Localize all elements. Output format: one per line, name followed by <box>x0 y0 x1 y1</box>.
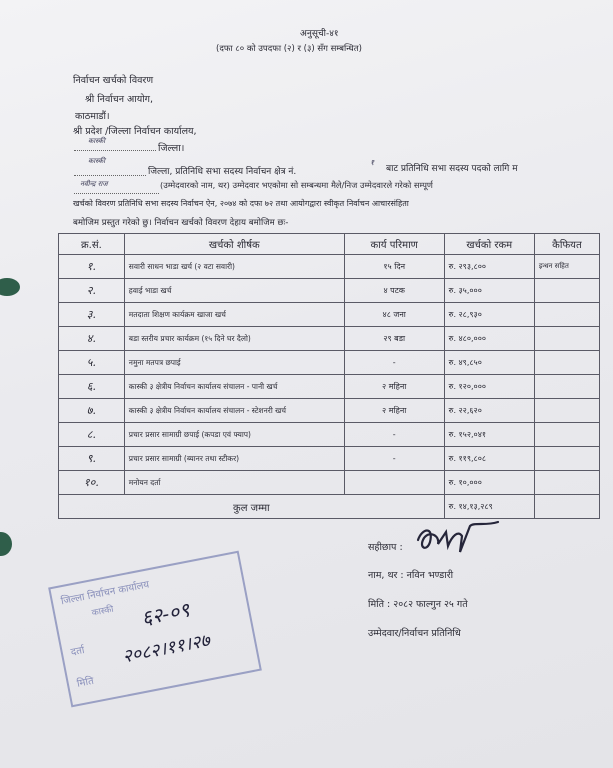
table-row <box>59 471 600 495</box>
district-suffix: जिल्ला। <box>158 143 185 154</box>
row-remarks <box>534 399 599 423</box>
body-line-4: बमोजिम प्रस्तुत गरेको छु। निर्वाचन खर्चको विवरण देहाय बमोजिम छः- <box>73 218 289 228</box>
row-amount: रु. २२,६२० <box>444 399 534 423</box>
row-title: प्रचार प्रसार सामाग्री (ब्यानर तथा स्टीकर) <box>124 447 344 471</box>
body-line-2: (उम्मेदवारको नाम, थर) उम्मेदवार भएकोमा सो सम्बन्धमा मैले/निज उम्मेदवारले गरेको सम्पूर्ण <box>160 180 433 190</box>
row-amount: रु. ४८०,००० <box>444 327 534 351</box>
table-row <box>59 399 600 423</box>
row-title: नमुना मतपत्र छपाई <box>124 351 344 375</box>
row-title: प्रचार प्रसार सामाग्री छपाई (कपडा एवं फ्याप) <box>124 423 344 447</box>
row-quantity: - <box>344 423 444 447</box>
row-serial: १०. <box>59 471 125 495</box>
expense-table <box>58 233 600 519</box>
row-quantity: २९ बडा <box>344 327 444 351</box>
district-fill-value: कास्की <box>88 137 106 145</box>
row-serial: १. <box>59 255 125 279</box>
row-title: बडा स्तरीय प्रचार कार्यक्रम (१५ दिने घर दैलो) <box>124 327 344 351</box>
row-remarks <box>534 423 599 447</box>
row-remarks <box>534 303 599 327</box>
body-district-fill: कास्की <box>88 157 106 165</box>
row-amount: रु. १२०,००० <box>444 375 534 399</box>
row-title: सवारी साधन भाडा खर्च (२ वटा सवारी) <box>124 255 344 279</box>
signatory-role: उम्मेदवार/निर्वाचन प्रतिनिधि <box>368 628 461 639</box>
header-quantity: कार्य परिमाण <box>344 234 444 255</box>
handwritten-signature <box>412 518 502 560</box>
row-remarks <box>534 327 599 351</box>
stamp-office: जिल्ला निर्वाचन कार्यालय <box>60 579 151 608</box>
table-header-row <box>59 234 600 255</box>
row-serial: ६. <box>59 375 125 399</box>
row-quantity: ४८ जना <box>344 303 444 327</box>
row-serial: ९. <box>59 447 125 471</box>
header-remarks: कैफियत <box>534 234 599 255</box>
signature-label: सहीछाप : <box>368 542 403 553</box>
body-district-fill-line <box>74 175 146 176</box>
row-quantity <box>344 471 444 495</box>
row-remarks <box>534 375 599 399</box>
row-serial: ८. <box>59 423 125 447</box>
table-row <box>59 255 600 279</box>
row-remarks <box>534 447 599 471</box>
row-serial: २. <box>59 279 125 303</box>
table-row <box>59 303 600 327</box>
district-fill-line <box>74 150 156 151</box>
table-row <box>59 351 600 375</box>
body-line-1a: जिल्ला, प्रतिनिधि सभा सदस्य निर्वाचन क्षेत्र नं. <box>148 167 297 177</box>
total-amount: रु. १४,१३,२८९ <box>444 495 534 519</box>
row-quantity: २ महिना <box>344 375 444 399</box>
table-row <box>59 327 600 351</box>
row-serial: ७. <box>59 399 125 423</box>
row-title: हवाई भाडा खर्च <box>124 279 344 303</box>
row-title: मतदाता शिक्षण कार्यक्रम खाजा खर्च <box>124 303 344 327</box>
subject-line: निर्वाचन खर्चको विवरण <box>73 75 154 86</box>
row-amount: रु. १०,००० <box>444 471 534 495</box>
row-amount: रु. ३५,००० <box>444 279 534 303</box>
row-amount: रु. २८,९३० <box>444 303 534 327</box>
table-row <box>59 279 600 303</box>
row-quantity: - <box>344 447 444 471</box>
row-quantity: १५ दिन <box>344 255 444 279</box>
total-remarks <box>534 495 599 519</box>
office-line: श्री प्रदेश /जिल्ला निर्वाचन कार्यालय, <box>73 126 197 137</box>
stamp-dart-label: दर्ता <box>69 644 86 659</box>
candidate-fill: नवीन्द्र राज <box>80 180 108 188</box>
stamp-district: कास्की <box>90 604 115 619</box>
constituency-fill: १ <box>370 158 375 167</box>
stamp-reg-number: ६२-०९ <box>139 597 192 631</box>
signature-date: मिति : २०८२ फाल्गुन २५ गते <box>368 599 468 610</box>
row-remarks <box>534 279 599 303</box>
row-title: कास्की ३ क्षेत्रीय निर्वाचन कार्यालय संचालन - पानी खर्च <box>124 375 344 399</box>
row-amount: रु. ४९,८५० <box>444 351 534 375</box>
signatory-name: नाम, थर : नविन भण्डारी <box>368 570 454 581</box>
table-row <box>59 447 600 471</box>
rule-reference: (दफा ८० को उपदफा (२) र (३) सँग सम्बन्धित) <box>216 44 362 54</box>
stamp-miti-label: मिति <box>76 675 95 690</box>
row-serial: ४. <box>59 327 125 351</box>
row-amount: रु. ११९,८०८ <box>444 447 534 471</box>
recipient-line: श्री निर्वाचन आयोग, <box>85 94 154 105</box>
table-row <box>59 375 600 399</box>
annex-title: अनुसूची-४१ <box>300 29 339 39</box>
row-remarks: इन्धन सहित <box>534 255 599 279</box>
row-remarks <box>534 471 599 495</box>
body-line-1b: बाट प्रतिनिधि सभा सदस्य पदको लागि म <box>386 164 518 174</box>
row-serial: ३. <box>59 303 125 327</box>
city-line: काठमाडौं। <box>75 111 110 122</box>
stamp-date: २०८२।११।२७ <box>120 629 212 668</box>
table-total-row <box>59 495 600 519</box>
table-row <box>59 423 600 447</box>
candidate-fill-line <box>74 193 159 194</box>
row-quantity: २ महिना <box>344 399 444 423</box>
body-line-3: खर्चको विवरण प्रतिनिधि सभा सदस्य निर्वाचन ऐन, २०७४ को दफा ७२ तथा आयोगद्वारा स्वीकृत निर्वाचन आचारसंहिता <box>73 199 409 208</box>
row-amount: रु. १५२,०४१ <box>444 423 534 447</box>
row-quantity: - <box>344 351 444 375</box>
row-serial: ५. <box>59 351 125 375</box>
header-title: खर्चको शीर्षक <box>124 234 344 255</box>
header-amount: खर्चको रकम <box>444 234 534 255</box>
row-title: मनोयन दर्ता <box>124 471 344 495</box>
header-serial: क्र.सं. <box>59 234 125 255</box>
row-title: कास्की ३ क्षेत्रीय निर्वाचन कार्यालय संचालन - स्टेशनरी खर्च <box>124 399 344 423</box>
row-quantity: ४ पटक <box>344 279 444 303</box>
row-remarks <box>534 351 599 375</box>
total-label: कुल जम्मा <box>59 495 445 519</box>
row-amount: रु. २९३,८०० <box>444 255 534 279</box>
